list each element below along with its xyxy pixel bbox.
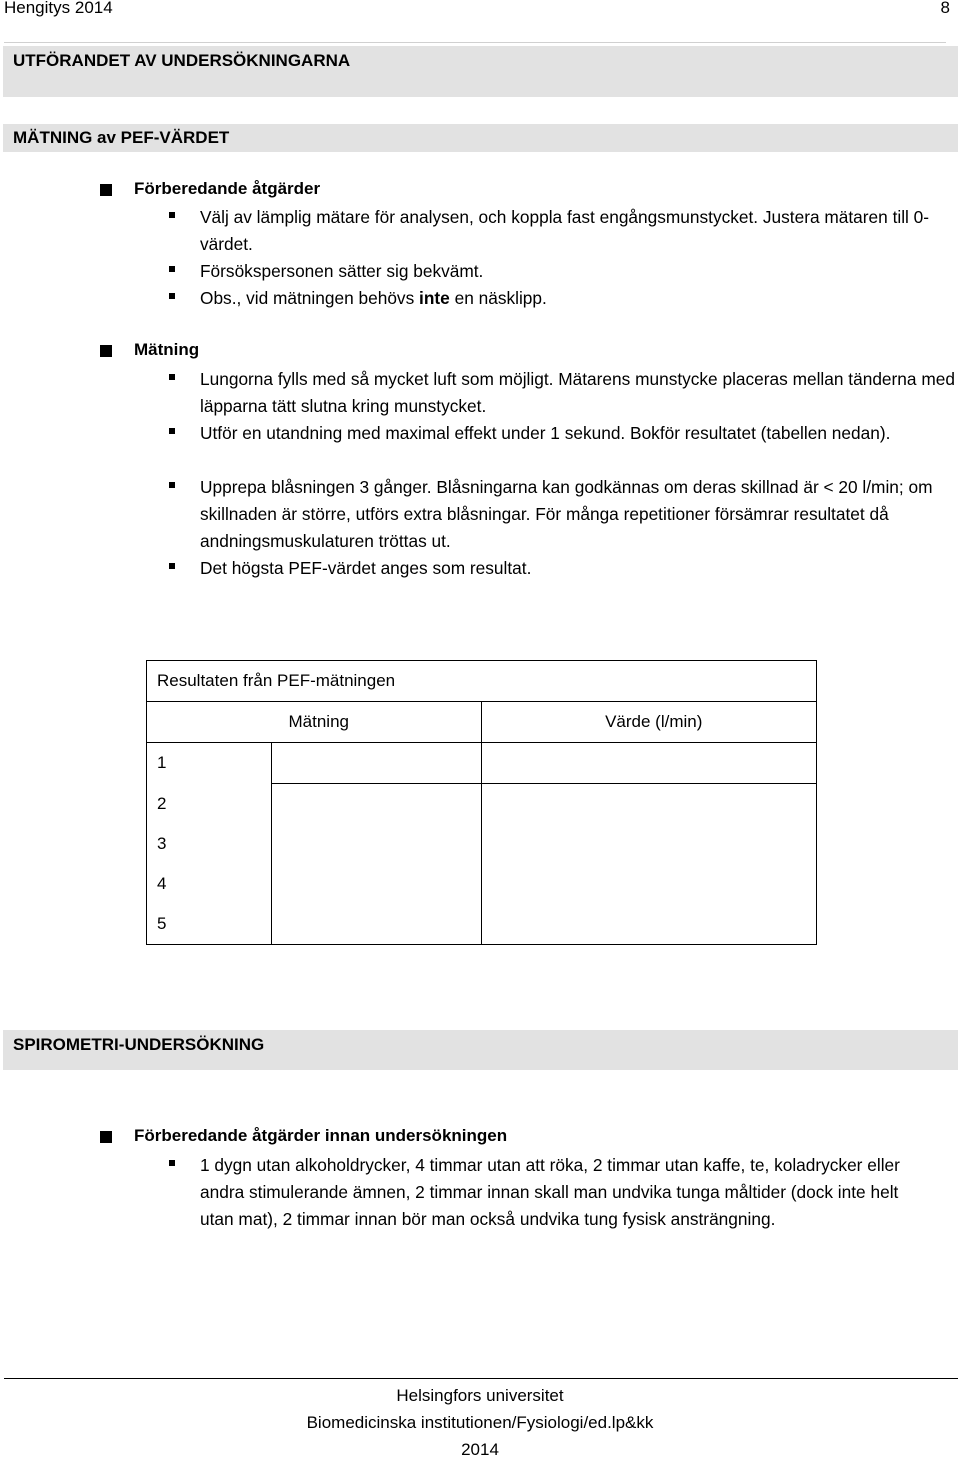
prep-item-3-text-b: en näsklipp. xyxy=(454,288,547,308)
measure-title: Mätning xyxy=(134,340,200,359)
value-cell[interactable] xyxy=(481,824,817,864)
value-cell[interactable] xyxy=(481,864,817,904)
small-square-bullet-icon xyxy=(169,482,175,488)
square-bullet-icon xyxy=(100,345,112,357)
row-number: 5 xyxy=(147,904,272,945)
small-square-bullet-icon xyxy=(169,212,175,218)
small-square-bullet-icon xyxy=(169,428,175,434)
spiro-prep-item-1: 1 dygn utan alkoholdrycker, 4 timmar utan att röka, 2 timmar utan kaffe, te, koladrycker eller andra stimulerande ämnen, 2 timmar innan skall man undvika tunga måltider (dock inte helt utan mat), 2 timmar innan bör man också undvika tung fysisk ansträngning. xyxy=(200,1155,900,1229)
prep-item-3-text-a: Obs., vid mätningen behövs xyxy=(200,288,415,308)
row-number: 1 xyxy=(147,743,272,784)
spiro-prep-title: Förberedande åtgärder innan undersökningen xyxy=(134,1126,508,1145)
main-heading: UTFÖRANDET AV UNDERSÖKNINGARNA xyxy=(3,46,958,97)
table-caption-row xyxy=(147,661,817,702)
table-row xyxy=(147,743,817,784)
table-row xyxy=(147,904,817,945)
measure-item-3: Upprepa blåsningen 3 gånger. Blåsningarna kan godkännas om deras skillnad är < 20 l/min; om skillnaden är större, utförs extra blåsningar. För många repetitioner försämrar resultatet då andningsmuskulaturen tröttas ut. xyxy=(200,477,933,551)
document-title: Hengitys 2014 xyxy=(4,0,113,17)
table-row xyxy=(147,864,817,904)
prep-item-1: Välj av lämplig mätare för analysen, och koppla fast engångsmunstycket. Justera mätaren till 0-värdet. xyxy=(200,207,930,254)
col-header-measure: Mätning xyxy=(147,702,482,743)
small-square-bullet-icon xyxy=(169,374,175,380)
table-row xyxy=(147,824,817,864)
prep-item-3 xyxy=(200,285,955,312)
page-number: 8 xyxy=(940,0,950,17)
measure-item-4: Det högsta PEF-värdet anges som resultat. xyxy=(200,558,532,578)
small-square-bullet-icon xyxy=(169,266,175,272)
pef-results-table xyxy=(146,660,817,945)
value-cell[interactable] xyxy=(481,784,817,825)
value-cell[interactable] xyxy=(481,743,817,784)
prep-item-3-emphasis: inte xyxy=(419,288,450,308)
footer-department: Biomedicinska institutionen/Fysiologi/ed.lp&kk xyxy=(306,1413,654,1432)
row-number: 4 xyxy=(147,864,272,904)
table-header-row xyxy=(147,702,817,743)
measure-item-2: Utför en utandning med maximal effekt under 1 sekund. Bokför resultatet (tabellen nedan). xyxy=(200,423,891,443)
pef-heading: MÄTNING av PEF-VÄRDET xyxy=(3,124,958,152)
spirometry-heading: SPIROMETRI-UNDERSÖKNING xyxy=(3,1030,958,1070)
small-square-bullet-icon xyxy=(169,293,175,299)
table-caption: Resultaten från PEF-mätningen xyxy=(147,661,817,702)
col-header-value: Värde (l/min) xyxy=(481,702,817,743)
prep-title: Förberedande åtgärder xyxy=(134,179,321,198)
value-cell[interactable] xyxy=(481,904,817,945)
footer-university: Helsingfors universitet xyxy=(396,1386,564,1405)
header-divider xyxy=(4,42,946,43)
square-bullet-icon xyxy=(100,1131,112,1143)
small-square-bullet-icon xyxy=(169,1160,175,1166)
row-number: 3 xyxy=(147,824,272,864)
footer-year: 2014 xyxy=(461,1440,499,1459)
measure-item-1: Lungorna fylls med så mycket luft som möjligt. Mätarens munstycke placeras mellan tänderna med läpparna tätt slutna kring munstycket. xyxy=(200,369,955,416)
small-square-bullet-icon xyxy=(169,563,175,569)
prep-item-2: Försökspersonen sätter sig bekvämt. xyxy=(200,261,484,281)
row-number: 2 xyxy=(147,784,272,825)
table-row xyxy=(147,784,817,825)
footer-divider xyxy=(4,1378,958,1379)
square-bullet-icon xyxy=(100,184,112,196)
